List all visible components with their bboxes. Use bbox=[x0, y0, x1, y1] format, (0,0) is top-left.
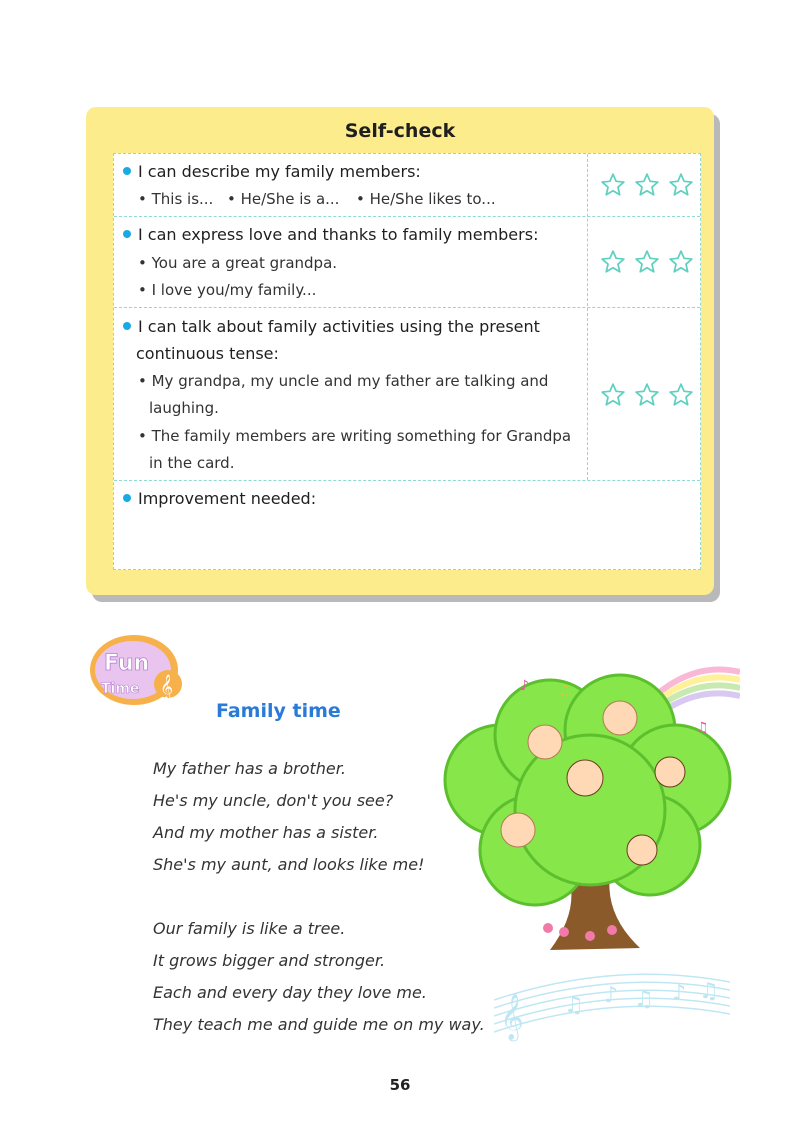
svg-text:♪: ♪ bbox=[520, 678, 529, 694]
check-row-express bbox=[114, 216, 700, 307]
svg-text:♫: ♫ bbox=[564, 993, 584, 1018]
self-check-table bbox=[113, 153, 701, 570]
example-text: • He/She likes to... bbox=[356, 190, 496, 208]
check-row-describe bbox=[114, 154, 700, 216]
family-tree-illustration bbox=[440, 660, 740, 950]
music-staff-decoration bbox=[494, 960, 730, 1050]
star-icon[interactable] bbox=[634, 172, 660, 198]
star-icon[interactable] bbox=[600, 249, 626, 275]
bullet-dot-icon bbox=[123, 230, 131, 238]
example-text: • He/She is a... bbox=[227, 190, 340, 208]
poem-line: Our family is like a tree. bbox=[153, 919, 346, 938]
star-icon[interactable] bbox=[668, 172, 694, 198]
bullet-dot-icon bbox=[123, 322, 131, 330]
badge-time-text: Time bbox=[101, 681, 140, 697]
svg-text:♫: ♫ bbox=[558, 683, 571, 699]
star-icon[interactable] bbox=[600, 382, 626, 408]
star-rating[interactable] bbox=[600, 249, 694, 275]
example-text: • The family members are writing something for Grandpa bbox=[138, 427, 572, 445]
bullet-dot-icon bbox=[123, 167, 131, 175]
poem-line: Each and every day they love me. bbox=[153, 983, 427, 1002]
svg-text:♪: ♪ bbox=[672, 981, 687, 1006]
poem-line: My father has a brother. bbox=[153, 759, 346, 778]
star-icon[interactable] bbox=[668, 249, 694, 275]
example-text: • I love you/my family... bbox=[138, 281, 317, 299]
example-text: laughing. bbox=[149, 399, 219, 417]
improvement-label: Improvement needed: bbox=[123, 489, 316, 508]
check-item-3: I can talk about family activities using the present bbox=[123, 317, 540, 336]
svg-text:♪: ♪ bbox=[604, 983, 619, 1008]
check-item-3-continued: continuous tense: bbox=[136, 344, 279, 363]
poem-line: And my mother has a sister. bbox=[153, 823, 379, 842]
fun-time-badge bbox=[88, 632, 184, 710]
check-row-present-continuous bbox=[114, 307, 700, 480]
self-check-title: Self-check bbox=[344, 120, 456, 142]
example-text: • This is... bbox=[138, 190, 214, 208]
poem-line: She's my aunt, and looks like me! bbox=[153, 855, 425, 874]
bullet-dot-icon bbox=[123, 494, 131, 502]
poem-line: They teach me and guide me on my way. bbox=[153, 1015, 485, 1034]
check-item-2: I can express love and thanks to family members: bbox=[123, 225, 538, 244]
svg-text:♫: ♫ bbox=[696, 720, 709, 736]
example-text: in the card. bbox=[149, 454, 235, 472]
example-text: • My grandpa, my uncle and my father are talking and bbox=[138, 372, 549, 390]
example-text: • You are a great grandpa. bbox=[138, 254, 338, 272]
star-icon[interactable] bbox=[668, 382, 694, 408]
poem-line: It grows bigger and stronger. bbox=[153, 951, 386, 970]
poem-line: He's my uncle, don't you see? bbox=[153, 791, 394, 810]
star-rating[interactable] bbox=[600, 382, 694, 408]
star-rating[interactable] bbox=[600, 172, 694, 198]
treble-clef-icon: 𝄞 bbox=[500, 994, 524, 1040]
star-icon[interactable] bbox=[634, 249, 660, 275]
check-item-1: I can describe my family members: bbox=[123, 162, 421, 181]
check-row-improvement[interactable] bbox=[114, 480, 700, 570]
svg-text:♫: ♫ bbox=[634, 987, 654, 1012]
svg-text:♫: ♫ bbox=[699, 979, 719, 1004]
treble-clef-icon: 𝄞 bbox=[160, 675, 174, 700]
star-icon[interactable] bbox=[634, 382, 660, 408]
page-number: 56 bbox=[389, 1076, 411, 1094]
song-title: Family time bbox=[216, 700, 341, 722]
badge-fun-text: Fun bbox=[104, 651, 150, 676]
star-icon[interactable] bbox=[600, 172, 626, 198]
